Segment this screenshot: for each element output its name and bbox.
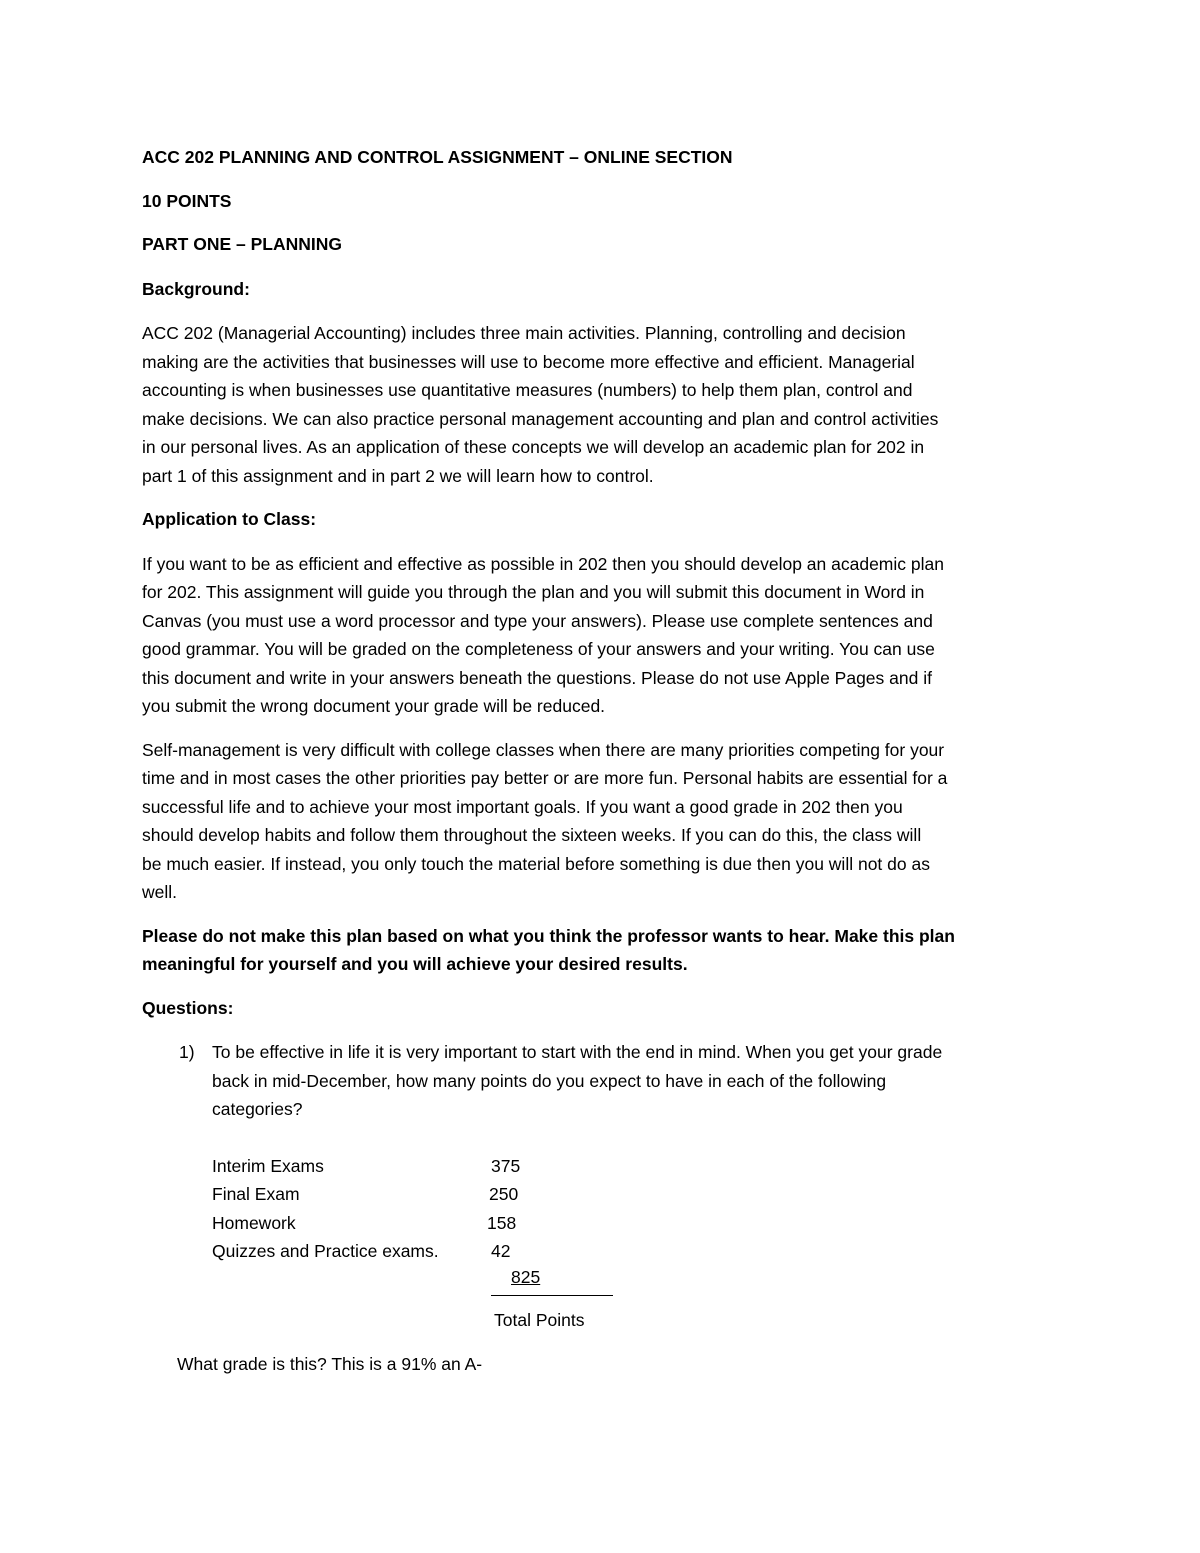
self-management-paragraph [142, 736, 1067, 907]
paragraph-line: part 1 of this assignment and in part 2 we will learn how to control. [142, 465, 654, 486]
total-points-label: Total Points [494, 1310, 585, 1330]
paragraph-line: this document and write in your answers beneath the questions. Please do not use Apple Pages and if [142, 667, 932, 688]
paragraph-line: well. [142, 882, 178, 902]
paragraph-line: meaningful for yourself and you will achieve your desired results. [142, 954, 688, 974]
table-row [212, 1180, 1067, 1209]
paragraph-line: for 202. This assignment will guide you through the plan and you will submit this document in Word in [142, 582, 925, 602]
document-page [142, 143, 1067, 1272]
paragraph-line: Canvas (you must use a word processor and type your answers). Please use complete sentences and [142, 610, 933, 631]
emphasis-paragraph [142, 922, 1067, 979]
points-value: 375 [491, 1155, 521, 1176]
application-heading: Application to Class: [142, 509, 317, 529]
document-title: ACC 202 PLANNING AND CONTROL ASSIGNMENT – ONLINE SECTION [142, 147, 733, 167]
question-1 [142, 1038, 1067, 1124]
paragraph-line: good grammar. You will be graded on the completeness of your answers and your writing. You can use [142, 639, 935, 659]
question-line: categories? [212, 1099, 303, 1119]
category-label: Quizzes and Practice exams. [212, 1241, 439, 1261]
paragraph-line: in our personal lives. As an application of these concepts we will develop an academic plan for 202 in [142, 437, 925, 457]
total-points-value: 825 [511, 1267, 541, 1287]
application-paragraph [142, 550, 1067, 721]
category-label: Final Exam [212, 1184, 300, 1204]
table-row [212, 1152, 1067, 1181]
category-label: Interim Exams [212, 1155, 324, 1176]
paragraph-line: successful life and to achieve your most important goals. If you want a good grade in 202 then you [142, 796, 903, 817]
points-label: 10 POINTS [142, 190, 232, 211]
question-line: To be effective in life it is very important to start with the end in mind. When you get your grade [212, 1042, 943, 1062]
paragraph-line: accounting is when businesses use quantitative measures (numbers) to help them plan, control and [142, 380, 913, 400]
part-heading: PART ONE – PLANNING [142, 234, 342, 254]
points-value: 42 [491, 1241, 511, 1261]
paragraph-line: make decisions. We can also practice personal management accounting and plan and control activities [142, 408, 939, 429]
total-points-line [491, 1267, 613, 1296]
points-value: 158 [487, 1212, 517, 1233]
paragraph-line: be much easier. If instead, you only touch the material before something is due then you will not do as [142, 853, 930, 874]
background-paragraph [142, 319, 1067, 490]
question-line: back in mid-December, how many points do you expect to have in each of the following [212, 1070, 887, 1091]
points-table [212, 1152, 1067, 1272]
grade-answer: What grade is this? This is a 91% an A- [177, 1354, 483, 1374]
question-number: 1) [179, 1042, 195, 1062]
table-row [212, 1237, 1067, 1266]
paragraph-line: ACC 202 (Managerial Accounting) includes three main activities. Planning, controlling and decision [142, 323, 906, 343]
paragraph-line: If you want to be as efficient and effective as possible in 202 then you should develop an academic plan [142, 553, 944, 574]
background-heading: Background: [142, 278, 250, 299]
paragraph-line: making are the activities that businesses will use to become more effective and efficient. Managerial [142, 351, 915, 372]
paragraph-line: Please do not make this plan based on what you think the professor wants to hear. Make this plan [142, 925, 955, 946]
points-value: 250 [489, 1184, 519, 1204]
questions-heading: Questions: [142, 997, 234, 1018]
paragraph-line: Self-management is very difficult with college classes when there are many priorities competing for your [142, 739, 945, 760]
category-label: Homework [212, 1212, 296, 1233]
table-row [212, 1209, 1067, 1238]
paragraph-line: you submit the wrong document your grade will be reduced. [142, 696, 606, 716]
paragraph-line: should develop habits and follow them throughout the sixteen weeks. If you can do this, the class will [142, 825, 922, 845]
paragraph-line: time and in most cases the other priorities pay better or are more fun. Personal habits are essential for a [142, 768, 948, 788]
